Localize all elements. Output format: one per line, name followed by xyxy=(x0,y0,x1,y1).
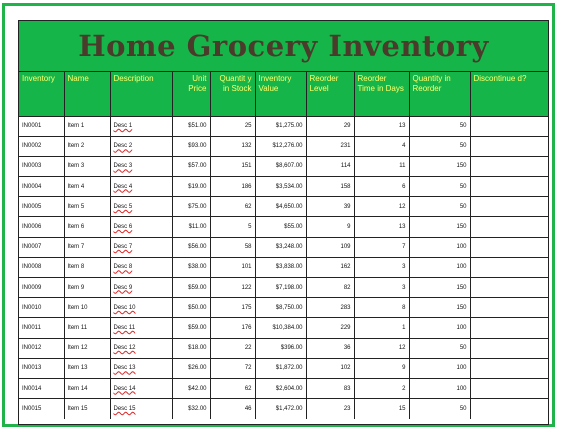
table-row[interactable] xyxy=(19,237,548,257)
cell-inventory[interactable]: IN0010 xyxy=(19,298,64,318)
cell-unit-price[interactable]: $18.00 xyxy=(172,338,210,358)
table-row[interactable] xyxy=(19,156,548,176)
cell-quantity-in-stock[interactable]: 151 xyxy=(210,156,255,176)
table-row[interactable] xyxy=(19,338,548,358)
cell-reorder-time[interactable]: 7 xyxy=(354,237,409,257)
cell-description[interactable]: Desc 12 xyxy=(110,338,172,358)
cell-quantity-in-stock[interactable]: 101 xyxy=(210,257,255,277)
cell-quantity-in-reorder[interactable]: 50 xyxy=(409,338,470,358)
cell-quantity-in-reorder[interactable]: 50 xyxy=(409,197,470,217)
cell-description[interactable]: Desc 14 xyxy=(110,378,172,398)
cell-quantity-in-stock[interactable]: 58 xyxy=(210,237,255,257)
column-header-unit-price[interactable]: Unit Price xyxy=(172,72,210,116)
cell-quantity-in-reorder[interactable]: 150 xyxy=(409,298,470,318)
cell-quantity-in-stock[interactable]: 25 xyxy=(210,116,255,136)
table-row[interactable] xyxy=(19,257,548,277)
cell-inventory[interactable]: IN0002 xyxy=(19,136,64,156)
cell-quantity-in-reorder[interactable]: 100 xyxy=(409,318,470,338)
cell-reorder-level[interactable]: 162 xyxy=(306,257,354,277)
table-row[interactable] xyxy=(19,298,548,318)
cell-inventory-value[interactable]: $2,604.00 xyxy=(255,378,306,398)
cell-description[interactable]: Desc 2 xyxy=(110,136,172,156)
cell-quantity-in-reorder[interactable]: 100 xyxy=(409,257,470,277)
cell-description[interactable]: Desc 7 xyxy=(110,237,172,257)
cell-inventory-value[interactable]: $1,872.00 xyxy=(255,358,306,378)
column-header-reorder-time[interactable]: Reorder Time in Days xyxy=(354,72,409,116)
cell-quantity-in-stock[interactable]: 176 xyxy=(210,318,255,338)
cell-description[interactable]: Desc 9 xyxy=(110,278,172,298)
cell-inventory[interactable]: IN0006 xyxy=(19,217,64,237)
cell-quantity-in-stock[interactable]: 72 xyxy=(210,358,255,378)
table-row[interactable] xyxy=(19,358,548,378)
cell-reorder-level[interactable]: 9 xyxy=(306,217,354,237)
cell-inventory-value[interactable]: $396.00 xyxy=(255,338,306,358)
cell-discontinued[interactable] xyxy=(470,378,548,398)
table-body xyxy=(19,116,548,419)
cell-discontinued[interactable] xyxy=(470,136,548,156)
cell-unit-price[interactable]: $56.00 xyxy=(172,237,210,257)
cell-name[interactable]: Item 12 xyxy=(64,338,110,358)
cell-name[interactable]: Item 6 xyxy=(64,217,110,237)
cell-name[interactable]: Item 13 xyxy=(64,358,110,378)
cell-discontinued[interactable] xyxy=(470,257,548,277)
cell-discontinued[interactable] xyxy=(470,197,548,217)
cell-description[interactable]: Desc 5 xyxy=(110,197,172,217)
title-banner xyxy=(19,21,548,72)
cell-reorder-level[interactable]: 114 xyxy=(306,156,354,176)
column-header-inventory-value[interactable]: Inventory Value xyxy=(255,72,306,116)
cell-name[interactable]: Item 9 xyxy=(64,278,110,298)
page-frame xyxy=(2,3,555,427)
cell-quantity-in-reorder[interactable]: 100 xyxy=(409,358,470,378)
cell-quantity-in-stock[interactable]: 122 xyxy=(210,278,255,298)
cell-inventory[interactable]: IN0011 xyxy=(19,318,64,338)
cell-reorder-time[interactable]: 13 xyxy=(354,116,409,136)
cell-discontinued[interactable] xyxy=(470,399,548,419)
cell-name[interactable]: Item 7 xyxy=(64,237,110,257)
cell-inventory[interactable]: IN0007 xyxy=(19,237,64,257)
cell-discontinued[interactable] xyxy=(470,177,548,197)
cell-inventory[interactable]: IN0014 xyxy=(19,378,64,398)
cell-reorder-level[interactable]: 102 xyxy=(306,358,354,378)
cell-description[interactable]: Desc 4 xyxy=(110,177,172,197)
cell-unit-price[interactable]: $50.00 xyxy=(172,298,210,318)
cell-discontinued[interactable] xyxy=(470,298,548,318)
cell-quantity-in-stock[interactable]: 186 xyxy=(210,177,255,197)
cell-unit-price[interactable]: $38.00 xyxy=(172,257,210,277)
cell-inventory[interactable]: IN0015 xyxy=(19,399,64,419)
cell-reorder-level[interactable]: 229 xyxy=(306,318,354,338)
cell-reorder-time[interactable]: 11 xyxy=(354,156,409,176)
cell-quantity-in-reorder[interactable]: 150 xyxy=(409,217,470,237)
cell-quantity-in-reorder[interactable]: 50 xyxy=(409,177,470,197)
inventory-table xyxy=(19,72,548,419)
cell-inventory[interactable]: IN0008 xyxy=(19,257,64,277)
cell-quantity-in-reorder[interactable]: 150 xyxy=(409,278,470,298)
cell-name[interactable]: Item 4 xyxy=(64,177,110,197)
cell-inventory[interactable]: IN0012 xyxy=(19,338,64,358)
cell-discontinued[interactable] xyxy=(470,156,548,176)
cell-inventory-value[interactable]: $1,275.00 xyxy=(255,116,306,136)
cell-quantity-in-reorder[interactable]: 150 xyxy=(409,156,470,176)
cell-description[interactable]: Desc 11 xyxy=(110,318,172,338)
cell-reorder-level[interactable]: 36 xyxy=(306,338,354,358)
cell-name[interactable]: Item 14 xyxy=(64,378,110,398)
table-row[interactable] xyxy=(19,116,548,136)
cell-quantity-in-stock[interactable]: 62 xyxy=(210,197,255,217)
cell-reorder-level[interactable]: 29 xyxy=(306,116,354,136)
cell-discontinued[interactable] xyxy=(470,318,548,338)
cell-name[interactable]: Item 15 xyxy=(64,399,110,419)
cell-unit-price[interactable]: $93.00 xyxy=(172,136,210,156)
cell-reorder-level[interactable]: 83 xyxy=(306,378,354,398)
cell-inventory[interactable]: IN0001 xyxy=(19,116,64,136)
cell-description[interactable]: Desc 3 xyxy=(110,156,172,176)
cell-quantity-in-reorder[interactable]: 50 xyxy=(409,136,470,156)
cell-name[interactable]: Item 3 xyxy=(64,156,110,176)
cell-inventory-value[interactable]: $10,384.00 xyxy=(255,318,306,338)
cell-inventory[interactable]: IN0004 xyxy=(19,177,64,197)
cell-discontinued[interactable] xyxy=(470,278,548,298)
cell-quantity-in-reorder[interactable]: 100 xyxy=(409,378,470,398)
cell-name[interactable]: Item 2 xyxy=(64,136,110,156)
cell-inventory-value[interactable]: $55.00 xyxy=(255,217,306,237)
cell-inventory[interactable]: IN0009 xyxy=(19,278,64,298)
cell-unit-price[interactable]: $51.00 xyxy=(172,116,210,136)
cell-reorder-time[interactable]: 3 xyxy=(354,257,409,277)
cell-reorder-time[interactable]: 12 xyxy=(354,338,409,358)
column-header-discontinued[interactable]: Discontinue d? xyxy=(470,72,548,116)
cell-reorder-time[interactable]: 3 xyxy=(354,278,409,298)
cell-discontinued[interactable] xyxy=(470,338,548,358)
cell-reorder-time[interactable]: 13 xyxy=(354,217,409,237)
table-row[interactable] xyxy=(19,278,548,298)
cell-unit-price[interactable]: $32.00 xyxy=(172,399,210,419)
cell-inventory-value[interactable]: $7,198.00 xyxy=(255,278,306,298)
cell-reorder-level[interactable]: 23 xyxy=(306,399,354,419)
column-header-inventory[interactable]: Inventory xyxy=(19,72,64,116)
table-row[interactable] xyxy=(19,378,548,398)
cell-inventory-value[interactable]: $3,534.00 xyxy=(255,177,306,197)
cell-discontinued[interactable] xyxy=(470,237,548,257)
cell-inventory[interactable]: IN0005 xyxy=(19,197,64,217)
table-row[interactable] xyxy=(19,136,548,156)
cell-reorder-time[interactable]: 8 xyxy=(354,298,409,318)
cell-unit-price[interactable]: $19.00 xyxy=(172,177,210,197)
column-header-description[interactable]: Description xyxy=(110,72,172,116)
cell-description[interactable]: Desc 8 xyxy=(110,257,172,277)
cell-reorder-time[interactable]: 6 xyxy=(354,177,409,197)
cell-quantity-in-reorder[interactable]: 100 xyxy=(409,237,470,257)
cell-reorder-time[interactable]: 9 xyxy=(354,358,409,378)
page-title: Home Grocery Inventory xyxy=(78,29,489,63)
column-header-quantity-in-reorder[interactable]: Quantity in Reorder xyxy=(409,72,470,116)
cell-unit-price[interactable]: $42.00 xyxy=(172,378,210,398)
cell-inventory[interactable]: IN0013 xyxy=(19,358,64,378)
cell-reorder-time[interactable]: 1 xyxy=(354,318,409,338)
cell-reorder-time[interactable]: 15 xyxy=(354,399,409,419)
cell-reorder-time[interactable]: 12 xyxy=(354,197,409,217)
cell-inventory[interactable]: IN0003 xyxy=(19,156,64,176)
cell-discontinued[interactable] xyxy=(470,358,548,378)
cell-unit-price[interactable]: $26.00 xyxy=(172,358,210,378)
cell-inventory-value[interactable]: $12,276.00 xyxy=(255,136,306,156)
cell-inventory-value[interactable]: $1,472.00 xyxy=(255,399,306,419)
cell-reorder-level[interactable]: 158 xyxy=(306,177,354,197)
cell-unit-price[interactable]: $59.00 xyxy=(172,278,210,298)
cell-reorder-level[interactable]: 283 xyxy=(306,298,354,318)
cell-reorder-time[interactable]: 4 xyxy=(354,136,409,156)
cell-quantity-in-stock[interactable]: 22 xyxy=(210,338,255,358)
cell-unit-price[interactable]: $11.00 xyxy=(172,217,210,237)
cell-inventory-value[interactable]: $3,838.00 xyxy=(255,257,306,277)
cell-quantity-in-stock[interactable]: 46 xyxy=(210,399,255,419)
cell-name[interactable]: Item 10 xyxy=(64,298,110,318)
table-row[interactable] xyxy=(19,217,548,237)
cell-description[interactable]: Desc 15 xyxy=(110,399,172,419)
cell-quantity-in-stock[interactable]: 5 xyxy=(210,217,255,237)
cell-discontinued[interactable] xyxy=(470,116,548,136)
cell-inventory-value[interactable]: $3,248.00 xyxy=(255,237,306,257)
cell-description[interactable]: Desc 10 xyxy=(110,298,172,318)
cell-discontinued[interactable] xyxy=(470,217,548,237)
cell-reorder-level[interactable]: 82 xyxy=(306,278,354,298)
cell-reorder-time[interactable]: 2 xyxy=(354,378,409,398)
cell-quantity-in-stock[interactable]: 132 xyxy=(210,136,255,156)
inventory-sheet xyxy=(18,20,549,425)
column-header-quantity-in-stock[interactable]: Quantit y in Stock xyxy=(210,72,255,116)
cell-quantity-in-reorder[interactable]: 50 xyxy=(409,399,470,419)
cell-inventory-value[interactable]: $4,650.00 xyxy=(255,197,306,217)
cell-description[interactable]: Desc 1 xyxy=(110,116,172,136)
cell-inventory-value[interactable]: $8,750.00 xyxy=(255,298,306,318)
cell-unit-price[interactable]: $75.00 xyxy=(172,197,210,217)
cell-inventory-value[interactable]: $8,607.00 xyxy=(255,156,306,176)
cell-reorder-level[interactable]: 231 xyxy=(306,136,354,156)
cell-name[interactable]: Item 1 xyxy=(64,116,110,136)
cell-quantity-in-stock[interactable]: 62 xyxy=(210,378,255,398)
cell-unit-price[interactable]: $59.00 xyxy=(172,318,210,338)
column-header-reorder-level[interactable]: Reorder Level xyxy=(306,72,354,116)
cell-reorder-level[interactable]: 109 xyxy=(306,237,354,257)
table-row[interactable] xyxy=(19,177,548,197)
cell-name[interactable]: Item 8 xyxy=(64,257,110,277)
cell-quantity-in-stock[interactable]: 175 xyxy=(210,298,255,318)
cell-quantity-in-reorder[interactable]: 50 xyxy=(409,116,470,136)
cell-reorder-level[interactable]: 39 xyxy=(306,197,354,217)
table-row[interactable] xyxy=(19,318,548,338)
column-header-name[interactable]: Name xyxy=(64,72,110,116)
cell-unit-price[interactable]: $57.00 xyxy=(172,156,210,176)
table-row[interactable] xyxy=(19,399,548,419)
cell-name[interactable]: Item 5 xyxy=(64,197,110,217)
cell-description[interactable]: Desc 6 xyxy=(110,217,172,237)
table-header xyxy=(19,72,548,116)
cell-description[interactable]: Desc 13 xyxy=(110,358,172,378)
cell-name[interactable]: Item 11 xyxy=(64,318,110,338)
table-row[interactable] xyxy=(19,197,548,217)
